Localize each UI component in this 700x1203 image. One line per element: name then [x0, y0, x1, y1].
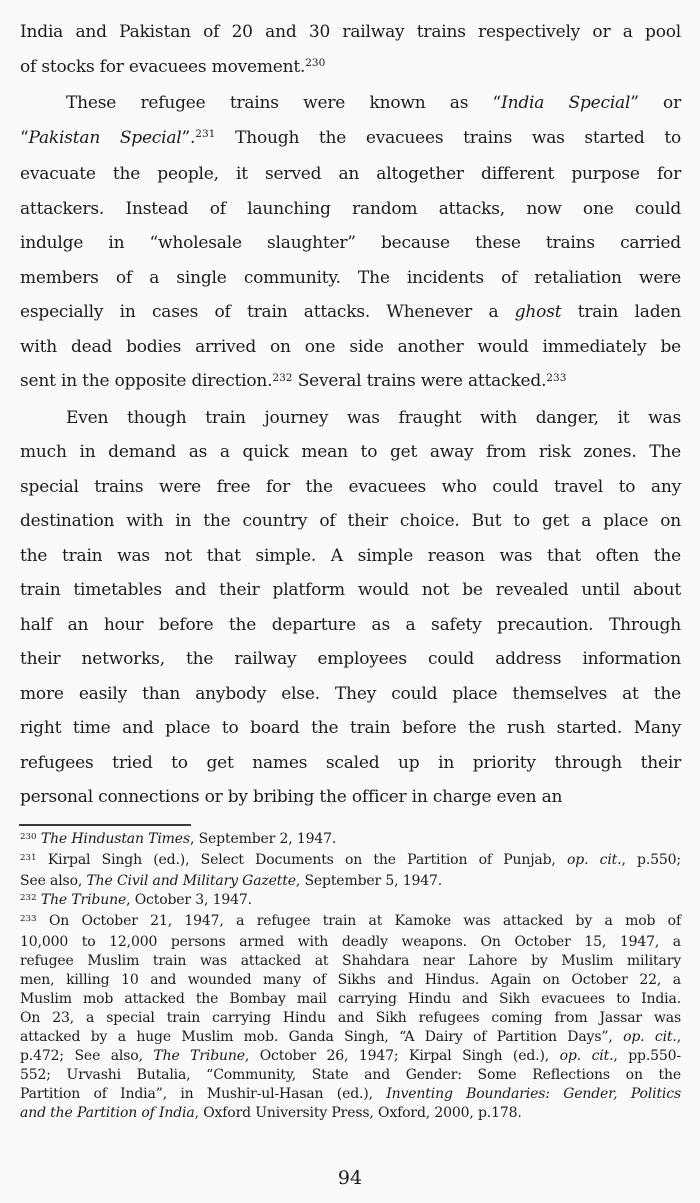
footnote-line: and the Partition of India, Oxford University Press, Oxford, 2000, p.178.: [20, 1105, 522, 1121]
footnote-line: $^{233}$ On October 21, 1947, a refugee train at Kamoke was attacked by a mob of: [20, 913, 681, 929]
footnote-line: Partition of India”, in Mushir-ul-Hasan (ed.), Inventing Boundaries: Gender, Politics: [20, 1086, 681, 1102]
footnote-separator: [19, 824, 191, 826]
footnote-233: [20, 912, 681, 1123]
body-line: more easily than anybody else. They could place themselves at the: [20, 683, 681, 704]
body-line: train timetables and their platform would not be revealed until about: [20, 580, 681, 600]
paragraph-2: [20, 86, 681, 401]
paragraph-3: [20, 401, 681, 815]
body-line: indulge in “wholesale slaughter” because these trains carried: [20, 233, 681, 253]
body-line: attackers. Instead of launching random attacks, now one could: [20, 198, 681, 219]
paragraph-1: [20, 15, 681, 86]
footnote-reference: 231: [20, 852, 37, 863]
body-line: sent in the opposite direction.$^{232}$ Several trains were attacked.$^{233}$: [20, 371, 567, 391]
footnote-reference: 231: [195, 128, 216, 141]
body-line: right time and place to board the train before the rush started. Many: [20, 718, 681, 738]
body-line: Even though train journey was fraught with danger, it was: [66, 407, 681, 428]
body-line: These refugee trains were known as “India Special” or: [66, 93, 682, 113]
footnote-reference: 232: [20, 892, 37, 903]
body-line: with dead bodies arrived on one side another would immediately be: [20, 336, 681, 357]
body-line: evacuate the people, it served an altogether different purpose for: [20, 164, 681, 184]
footnotes: [20, 830, 681, 1123]
footnote-line: Muslim mob attacked the Bombay mail carrying Hindu and Sikh evacuees to India.: [20, 991, 681, 1007]
footnote-reference: 230: [20, 831, 37, 842]
footnote-231: [20, 851, 681, 891]
body-text: [20, 15, 681, 815]
body-line: “Pakistan Special”.$^{231}$ Though the evacuees trains was started to: [20, 127, 681, 148]
body-line: especially in cases of train attacks. Whenever a ghost train laden: [20, 302, 681, 322]
footnote-line: 10,000 to 12,000 persons armed with deadly weapons. On October 15, 1947, a: [20, 934, 681, 950]
footnote-reference: 233: [546, 371, 567, 384]
footnote-line: p.472; See also, The Tribune, October 26, 1947; Kirpal Singh (ed.), op. cit., pp.550-: [20, 1048, 681, 1064]
footnote-line: $^{230}$ The Hindustan Times, September 2, 1947.: [20, 831, 337, 847]
footnote-230: [20, 830, 681, 851]
footnote-line: $^{232}$ The Tribune, October 3, 1947.: [20, 892, 252, 908]
footnote-line: On 23, a special train carrying Hindu and Sikh refugees coming from Jassar was: [20, 1010, 681, 1026]
footnote-line: attacked by a huge Muslim mob. Ganda Singh, “A Dairy of Partition Days”, op. cit.,: [20, 1029, 681, 1045]
body-line: of stocks for evacuees movement.$^{230}$: [20, 56, 326, 77]
footnote-line: 552; Urvashi Butalia, “Community, State and Gender: Some Reflections on the: [20, 1067, 681, 1083]
body-line: much in demand as a quick mean to get away from risk zones. The: [20, 442, 681, 462]
footnote-reference: 233: [20, 913, 37, 924]
footnote-232: [20, 891, 681, 912]
footnote-reference: 230: [305, 57, 326, 70]
footnote-line: See also, The Civil and Military Gazette, September 5, 1947.: [20, 873, 443, 889]
footnote-reference: 232: [272, 371, 293, 384]
page-number: 94: [337, 1167, 363, 1189]
body-line: members of a single community. The incidents of retaliation were: [20, 267, 681, 288]
body-line: half an hour before the departure as a safety precaution. Through: [20, 614, 681, 635]
body-line: personal connections or by bribing the officer in charge even an: [20, 787, 563, 807]
footnote-line: $^{231}$ Kirpal Singh (ed.), Select Documents on the Partition of Punjab, op. cit., p.550;: [20, 852, 681, 868]
body-line: the train was not that simple. A simple reason was that often the: [20, 545, 681, 566]
body-line: their networks, the railway employees could address information: [20, 649, 681, 669]
footnote-line: men, killing 10 and wounded many of Sikhs and Hindus. Again on October 22, a: [20, 972, 681, 988]
body-line: India and Pakistan of 20 and 30 railway trains respectively or a pool: [20, 22, 681, 42]
body-line: refugees tried to get names scaled up in priority through their: [20, 752, 681, 773]
footnote-line: refugee Muslim train was attacked at Shahdara near Lahore by Muslim military: [20, 953, 681, 969]
body-line: special trains were free for the evacuees who could travel to any: [20, 476, 681, 497]
body-line: destination with in the country of their choice. But to get a place on: [20, 511, 681, 531]
